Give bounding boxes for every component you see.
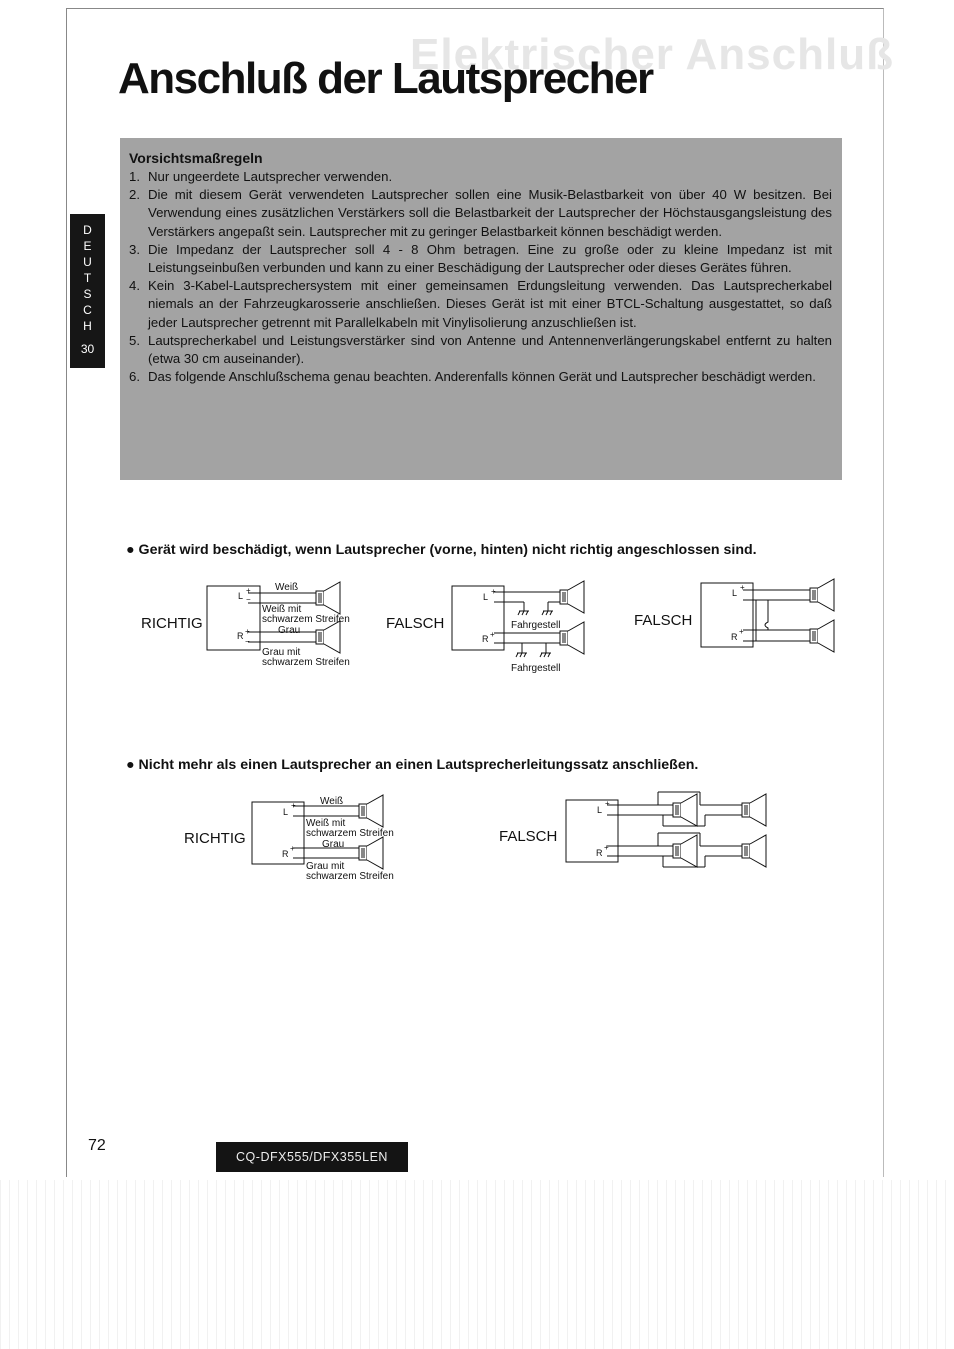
- bleed-through-heading: Elektrischer Anschluß: [410, 30, 894, 79]
- diagram-wrong-crossed: [634, 579, 834, 652]
- scan-margin-texture: [0, 1180, 954, 1349]
- diagram-wrong-parallel: [499, 792, 766, 867]
- head-unit-box: [252, 802, 304, 864]
- speaker-icon: [560, 581, 584, 613]
- terminal-right: R: [282, 849, 289, 859]
- speaker-icon: [316, 621, 340, 653]
- model-number-badge: CQ-DFX555/DFX355LEN: [216, 1142, 408, 1172]
- plus-sign: +: [740, 583, 745, 592]
- head-unit-box: [701, 583, 753, 647]
- label-falsch: FALSCH: [386, 615, 445, 632]
- section1-heading-text: Gerät wird beschädigt, wenn Lautsprecher (vorne, hinten) nicht richtig angeschlossen sind.: [138, 542, 757, 558]
- minus-sign: −: [246, 595, 251, 604]
- terminal-right: R: [482, 634, 489, 644]
- page-number: 72: [88, 1137, 106, 1154]
- terminal-right: R: [731, 632, 738, 642]
- plus-sign: +: [490, 630, 495, 639]
- terminal-left: L: [283, 807, 289, 817]
- wire-label-white: Weiß: [320, 796, 344, 807]
- plus-sign: +: [245, 627, 250, 636]
- wire-label-grey: Grau: [322, 839, 345, 850]
- ground-icon: [518, 606, 529, 615]
- terminal-left: L: [597, 805, 603, 815]
- ground-icon: [542, 606, 553, 615]
- speaker-icon: [560, 622, 584, 654]
- wire-label-grey-striped: schwarzem Streifen: [262, 657, 350, 668]
- terminal-right: R: [237, 631, 244, 641]
- terminal-left: L: [483, 592, 489, 602]
- wire-label-white: Weiß: [275, 582, 299, 593]
- label-falsch: FALSCH: [499, 828, 558, 845]
- caution-item-text: Kein 3-Kabel-Lautsprechersystem mit einer gemeinsamen Erdungsleitung verwenden. Das Lautsprecherkabel niemals an der Fahrzeugkarosserie anschließen. Dieses Gerät ist mit einer BTCL-Schaltung ausgestattet, so daß jeder Lautsprecher getrennt mit Parallelkabeln mit Vinylisolierung anzuschließen ist.: [148, 278, 832, 330]
- speaker-icon: [316, 582, 340, 614]
- minus-sign: −: [245, 637, 250, 646]
- chassis-label: Fahrgestell: [511, 620, 561, 631]
- plus-sign: +: [605, 799, 610, 808]
- terminal-right: R: [596, 848, 603, 858]
- plus-sign: +: [291, 801, 296, 810]
- language-tab-section-number: 30: [80, 342, 95, 356]
- ground-icon: [516, 648, 527, 657]
- plus-sign: +: [604, 843, 609, 852]
- head-unit-box: [207, 586, 260, 650]
- speaker-icon: [810, 620, 834, 652]
- wire-label-white-striped: Weiß mit: [262, 604, 302, 615]
- plus-sign: +: [739, 627, 744, 636]
- caution-item-text: Das folgende Anschlußschema genau beachten. Anderenfalls können Gerät und Lautsprecher beschädigt werden.: [148, 369, 816, 385]
- caution-item-text: Lautsprecherkabel und Leistungsverstärker sind von Antenne und Antennenverlängerungskabel entfernt zu halten (etwa 30 cm auseinander).: [148, 332, 832, 367]
- wire-label-grey-striped: schwarzem Streifen: [306, 871, 394, 882]
- wire-label-white-striped: schwarzem Streifen: [306, 828, 394, 839]
- head-unit-box: [452, 586, 504, 650]
- wire-label-grey-striped: Grau mit: [262, 647, 301, 658]
- speaker-icon: [742, 794, 766, 826]
- language-tab-letters: D E U T S C H: [83, 223, 92, 333]
- label-richtig: RICHTIG: [141, 615, 203, 632]
- wire-label-white-striped: Weiß mit: [306, 818, 346, 829]
- speaker-icon: [742, 835, 766, 867]
- label-falsch: FALSCH: [634, 612, 693, 629]
- plus-sign: +: [246, 586, 251, 595]
- label-richtig: RICHTIG: [184, 830, 246, 847]
- caution-item-text: Die mit diesem Gerät verwendeten Lautsprecher sollen eine Musik-Belastbarkeit von über 40 W besitzen. Bei Verwendung eines zusätzlichen Verstärkers soll die Belastbarkeit der Lautsprecher der Höchstausgangsleistung des Verstärkers angepaßt sein. Lautsprecher mit zu geringer Belastbarkeit können beschädigt werden.: [148, 187, 832, 239]
- bullet-icon: ●: [126, 757, 135, 773]
- caution-title: Vorsichtsmaßregeln: [129, 150, 263, 166]
- wire-label-grey-striped: Grau mit: [306, 861, 345, 872]
- caution-item-number: 4.: [129, 278, 140, 294]
- chassis-label: Fahrgestell: [511, 663, 561, 674]
- speaker-icon: [810, 579, 834, 611]
- caution-item-text: Die Impedanz der Lautsprecher soll 4 - 8 Ohm betragen. Eine zu große oder zu kleine Impedanz ist mit Leistungseinbußen verbunden und kann zu einer Beschädigung der Lautsprecher oder dieses Gerätes führen.: [148, 241, 832, 276]
- speaker-icon: [359, 837, 383, 869]
- caution-item-number: 3.: [129, 241, 140, 257]
- plus-sign: +: [491, 587, 496, 596]
- plus-sign: +: [290, 844, 295, 853]
- caution-item-text: Nur ungeerdete Lautsprecher verwenden.: [148, 169, 393, 184]
- caution-item-number: 1.: [129, 169, 140, 184]
- speaker-icon: [673, 835, 697, 867]
- speaker-icon: [359, 795, 383, 827]
- page-title: Anschluß der Lautsprecher: [118, 54, 653, 103]
- terminal-left: L: [732, 588, 738, 598]
- caution-item-number: 2.: [129, 187, 140, 203]
- diagram-correct-2: [184, 795, 394, 882]
- speaker-icon: [673, 794, 697, 826]
- wire-label-white-striped: schwarzem Streifen: [262, 614, 350, 625]
- caution-item-number: 6.: [129, 369, 140, 385]
- head-unit-box: [566, 800, 618, 862]
- terminal-left: L: [238, 591, 244, 601]
- section2-heading-text: Nicht mehr als einen Lautsprecher an einen Lautsprecherleitungssatz anschließen.: [138, 757, 699, 773]
- caution-item-number: 5.: [129, 332, 140, 348]
- diagram-wrong-chassis: [386, 581, 584, 674]
- wire-label-grey: Grau: [278, 625, 301, 636]
- bullet-icon: ●: [126, 542, 135, 558]
- ground-icon: [540, 648, 551, 657]
